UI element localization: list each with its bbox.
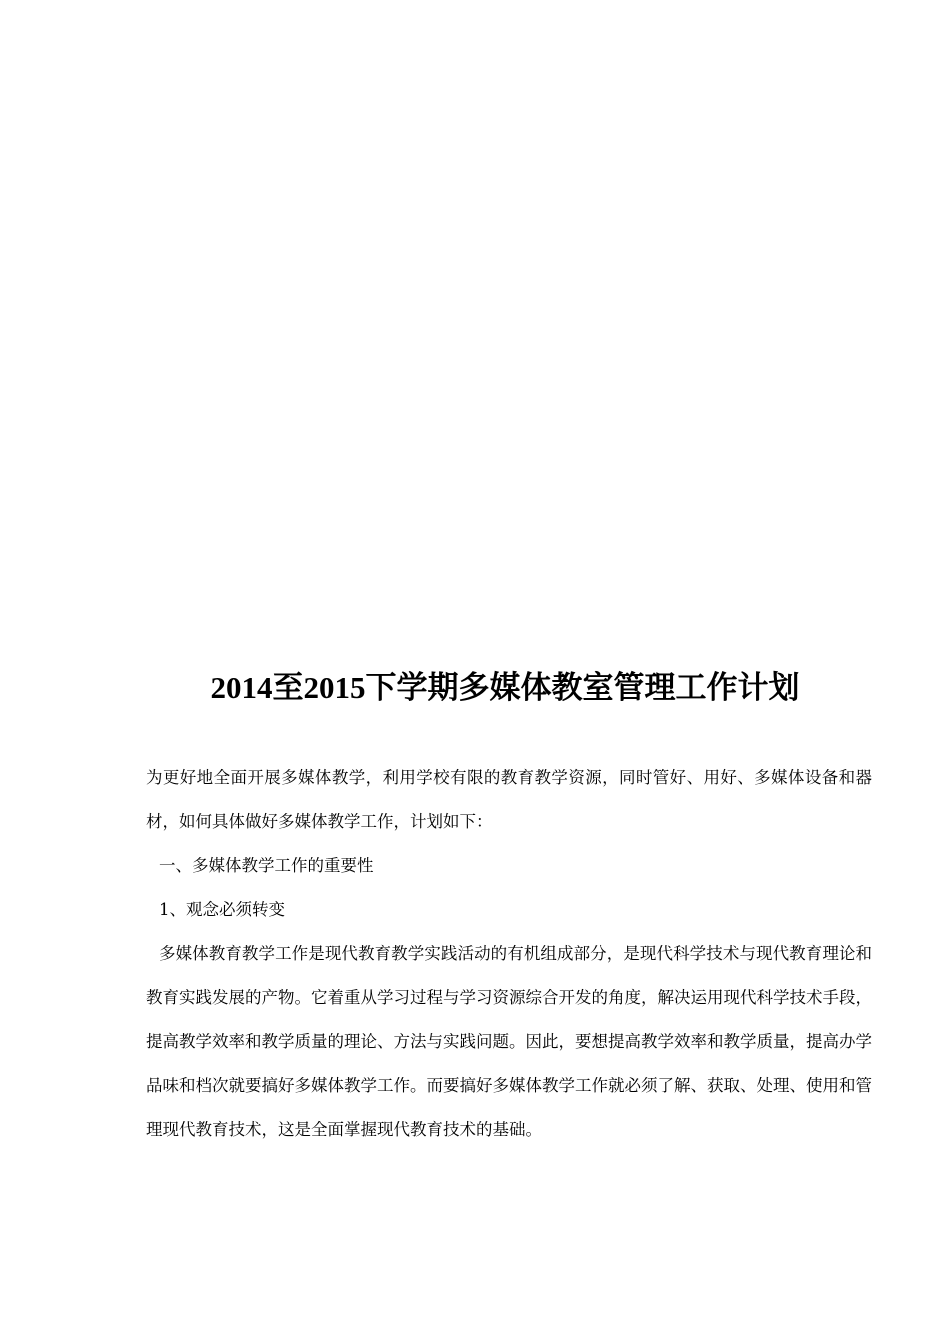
document-title: 2014至2015下学期多媒体教室管理工作计划 bbox=[210, 669, 800, 705]
document-body bbox=[146, 756, 872, 1152]
section-heading: 一、多媒体教学工作的重要性 bbox=[159, 856, 374, 875]
body-paragraph: 多媒体教育教学工作是现代教育教学实践活动的有机组成部分，是现代科学技术与现代教育理论和教育实践发展的产物。它着重从学习过程与学习资源综合开发的角度，解决运用现代科学技术手段，提高教学效率和教学质量的理论、方法与实践问题。因此，要想提高教学效率和教学质量，提高办学品味和档次就要搞好多媒体教学工作。而要搞好多媒体教学工作就必须了解、获取、处理、使用和管理现代教育技术，这是全面掌握现代教育技术的基础。 bbox=[146, 944, 872, 1139]
intro-paragraph: 为更好地全面开展多媒体教学，利用学校有限的教育教学资源，同时管好、用好、多媒体设备和器材，如何具体做好多媒体教学工作，计划如下： bbox=[146, 768, 872, 831]
subsection-heading: 1、观念必须转变 bbox=[159, 900, 285, 919]
